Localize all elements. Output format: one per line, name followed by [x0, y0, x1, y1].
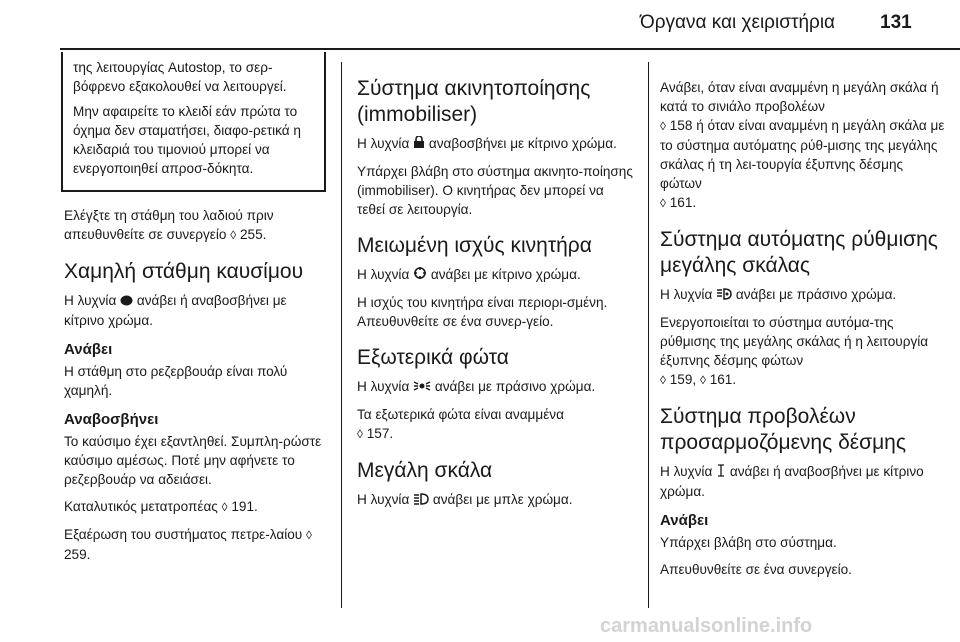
page-reference-link[interactable]: 159, — [669, 371, 697, 387]
paragraph: Η λυχνία ανάβει με κίτρινο χρώμα. — [357, 265, 635, 285]
paragraph: Ανάβει, όταν είναι αναμμένη η μεγάλη σκάλα ή κατά το σινιάλο προβολέων ◊ 158 ή όταν είναι αναμμένη η μεγάλη σκάλα με το σύστημα αυτόματης ρύθ-μισης της μεγάλης σκάλας ή τη λει-τουργία έξυπνης δέσμης φώτων ◊ 161. — [660, 80, 945, 210]
paragraph: Καταλυτικός μετατροπέας ◊ 191. — [64, 498, 258, 514]
section-heading: Σύστημα αυτόματης ρύθμισης μεγάλης σκάλας — [660, 228, 938, 277]
reference-arrow-icon: ◊ — [660, 119, 666, 133]
reference-arrow-icon: ◊ — [660, 196, 666, 210]
page-reference-link[interactable]: 158 — [669, 118, 693, 133]
reference-arrow-icon: ◊ — [357, 426, 363, 441]
note-box — [61, 52, 326, 192]
subheading: Ανάβει — [64, 340, 113, 358]
section-heading: Χαμηλή στάθμη καυσίμου — [64, 260, 304, 283]
watermark-text: carmanualsonline.info — [600, 615, 813, 637]
paragraph: Εξαέρωση του συστήματος πετρε-λαίου ◊ 259. — [64, 526, 312, 562]
paragraph: Ενεργοποιείται το σύστημα αυτόμα-της ρύθμισης της μεγάλης σκάλας ή η λειτουργία έξυπνης δέσμης φώτων ◊ 159, ◊ 161. — [660, 314, 929, 387]
paragraph: Η λυχνία αναβοσβήνει με κίτρινο χρώμα. — [357, 134, 635, 154]
paragraph: Υπάρχει βλάβη στο σύστημα. — [660, 534, 837, 550]
engine-power-icon — [413, 266, 427, 285]
reference-arrow-icon: ◊ — [230, 228, 237, 242]
page-reference-link[interactable]: 255. — [239, 227, 267, 242]
column-3 — [660, 78, 946, 587]
paragraph: Η λυχνία ανάβει με μπλε χρώμα. — [357, 490, 635, 510]
column-divider-1 — [341, 62, 342, 608]
subheading: Αναβοσβήνει — [64, 410, 159, 428]
exterior-lights-icon — [413, 378, 431, 397]
section-heading: Σύστημα προβολέων προσαρμοζόμενης δέσμης — [660, 404, 906, 454]
page-reference-link[interactable]: 157. — [366, 425, 394, 441]
paragraph: Απευθυνθείτε σε ένα συνεργείο. — [660, 561, 852, 577]
paragraph: Η λυχνία ανάβει ή αναβοσβήνει με κίτρινο χρώμα. — [660, 463, 924, 499]
paragraph: Η λυχνία ανάβει με πράσινο χρώμα. — [357, 377, 635, 397]
paragraph: Η λυχνία ανάβει με πράσινο χρώμα. — [660, 285, 946, 305]
section-heading: Σύστημα ακινητοποίησης (immobiliser) — [357, 77, 591, 126]
paragraph: Η ισχύς του κινητήρα είναι περιορι-σμένη. Απευθυνθείτε σε ένα συνερ-γείο. — [357, 294, 608, 329]
adaptive-headlight-icon — [716, 463, 726, 482]
page-number: 131 — [880, 12, 912, 33]
top-rule-left — [60, 48, 960, 50]
paragraph: Υπάρχει βλάβη στο σύστημα ακινητο-ποίησης (immobiliser). Ο κινητήρας δεν μπορεί να τεθεί σε λειτουργία. — [357, 163, 633, 217]
high-beam-icon — [413, 491, 429, 510]
page-reference-link[interactable]: 259. — [64, 546, 91, 562]
reference-arrow-icon: ◊ — [660, 372, 666, 387]
immobiliser-icon — [413, 135, 425, 154]
section-heading: Εξωτερικά φώτα — [357, 345, 509, 369]
column-1 — [64, 52, 326, 572]
paragraph: Τα εξωτερικά φώτα είναι αναμμένα ◊ 157. — [357, 406, 564, 441]
page-reference-link[interactable]: 191. — [231, 498, 258, 514]
page-reference-link[interactable]: 161. — [709, 371, 737, 387]
section-heading: Μειωμένη ισχύς κινητήρα — [357, 233, 592, 257]
note-paragraph: της λειτουργίας Autostop, το σερ-βόφρενο εξακολουθεί να λειτουργεί. — [73, 60, 287, 94]
paragraph: Ελέγξτε τη στάθμη του λαδιού πριν απευθυνθείτε σε συνεργείο ◊ 255. — [64, 208, 274, 242]
paragraph: Η στάθμη στο ρεζερβουάρ είναι πολύ χαμηλή. — [64, 363, 288, 398]
column-divider-2 — [648, 62, 649, 608]
paragraph: Η λυχνία ανάβει ή αναβοσβήνει με κίτρινο χρώμα. — [64, 293, 287, 328]
column-2 — [357, 76, 635, 518]
paragraph: Το καύσιμο έχει εξαντληθεί. Συμπλη-ρώστε καύσιμο αμέσως. Ποτέ μην αφήνετε το ρεζερβουάρ να αδειάσει. — [64, 433, 322, 487]
auto-high-beam-icon — [716, 286, 732, 305]
subheading: Ανάβει — [660, 511, 709, 529]
reference-arrow-icon: ◊ — [221, 499, 228, 514]
note-paragraph: Μην αφαιρείτε το κλειδί εάν πρώτα το όχημα δεν σταματήσει, διαφο-ρετικά η κλειδαριά του τιμονιού μπορεί να ενεργοποιηθεί απροσ-δόκητα. — [73, 104, 301, 176]
page-reference-link[interactable]: 161. — [669, 195, 697, 210]
reference-arrow-icon: ◊ — [306, 527, 312, 542]
fuel-warning-icon — [120, 292, 133, 311]
section-heading: Μεγάλη σκάλα — [357, 458, 493, 482]
header-title: Όργανα και χειριστήρια — [640, 12, 836, 33]
reference-arrow-icon: ◊ — [699, 372, 706, 387]
